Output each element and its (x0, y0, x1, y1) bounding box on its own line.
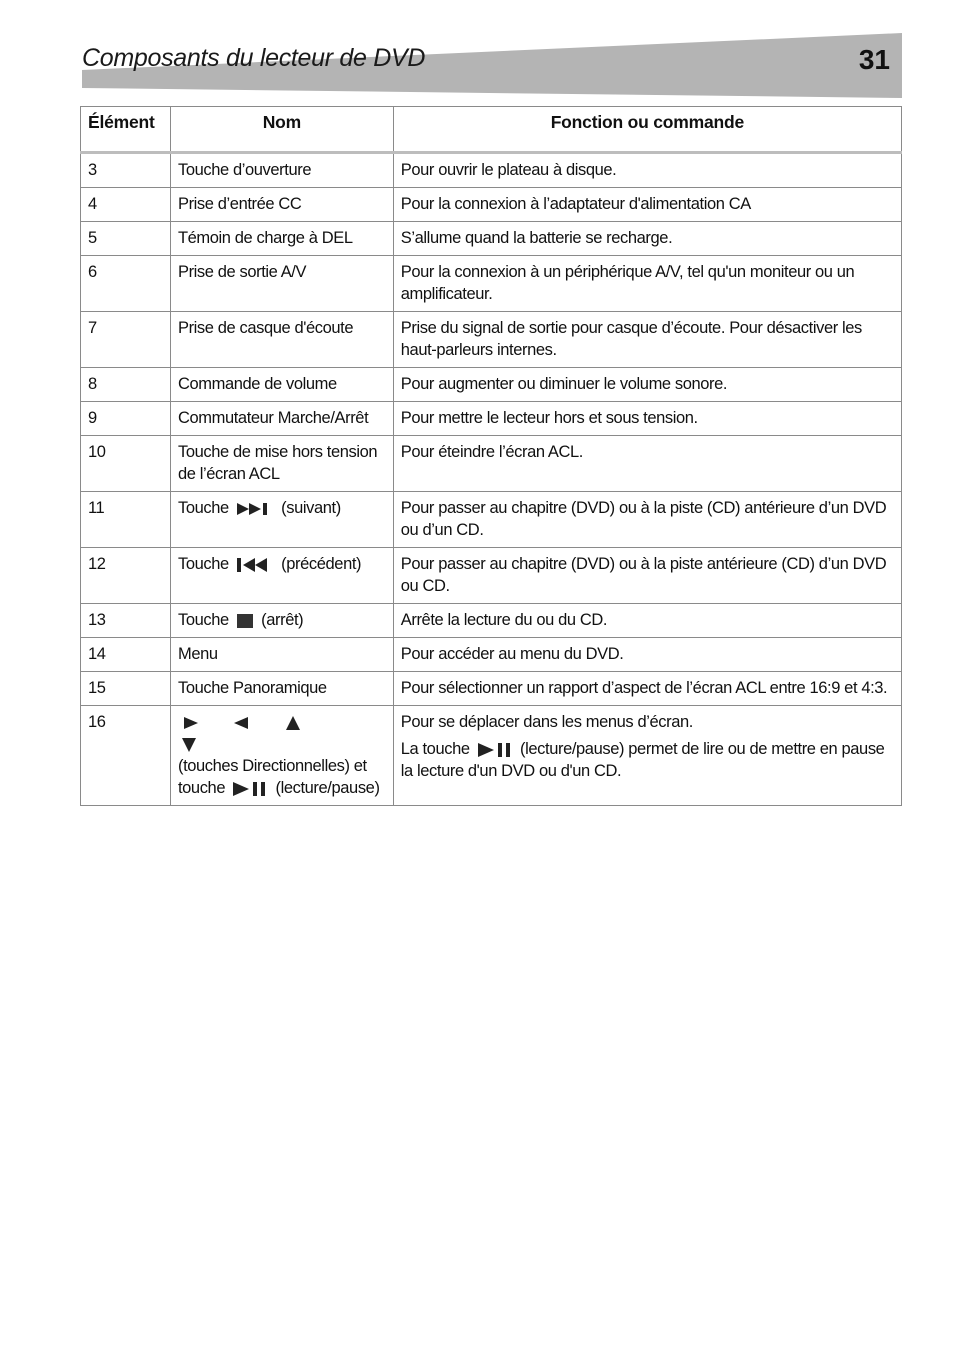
row-name-prefix: Touche (177, 555, 229, 573)
row-name (170, 604, 393, 638)
page-title: Composants du lecteur de DVD (82, 44, 426, 72)
row-id: 14 (81, 638, 171, 672)
row-function: Pour augmenter ou diminuer le volume sonore. (393, 368, 901, 402)
row-id: 16 (81, 706, 171, 806)
down-arrow-icon (182, 738, 226, 752)
play-pause-icon (478, 743, 512, 757)
row-name: Menu (170, 638, 393, 672)
table-row (81, 368, 902, 402)
page-header (0, 0, 954, 110)
next-track-icon (237, 503, 273, 515)
table-row (81, 492, 902, 548)
row-name-suffix: (arrêt) (261, 611, 304, 629)
row-name-prefix: Touche (177, 611, 229, 629)
table-header-row (81, 107, 902, 153)
row-name-suffix: (suivant) (281, 499, 341, 517)
play-pause-icon (233, 782, 267, 796)
row-function: Pour éteindre l’écran ACL. (393, 436, 901, 492)
row-function-line1: Pour se déplacer dans les menus d’écran. (400, 713, 693, 731)
row-name: Touche d’ouverture (170, 153, 393, 188)
row-function-line2 (401, 738, 894, 782)
row-name: Commutateur Marche/Arrêt (170, 402, 393, 436)
row-id: 7 (81, 312, 171, 368)
row-function: Pour passer au chapitre (DVD) ou à la piste antérieure (CD) d’un DVD ou CD. (393, 548, 901, 604)
row-name: Prise de casque d'écoute (170, 312, 393, 368)
row-function: Pour la connexion à l’adaptateur d'alimentation CA (393, 188, 901, 222)
row-function-suffix: (lecture/pause) permet de lire ou de mettre en pause la lecture d'un DVD ou d'un CD. (400, 740, 885, 780)
row-id: 10 (81, 436, 171, 492)
row-id: 3 (81, 153, 171, 188)
up-arrow-icon (286, 716, 330, 730)
left-arrow-icon (234, 717, 278, 729)
row-function: S’allume quand la batterie se recharge. (393, 222, 901, 256)
table-row (81, 672, 902, 706)
row-name-prefix: Touche (177, 499, 229, 517)
column-header-name: Nom (170, 107, 393, 153)
table-row (81, 638, 902, 672)
page-number: 31 (858, 44, 890, 75)
row-id: 15 (81, 672, 171, 706)
table-row (81, 706, 902, 806)
table-row (81, 188, 902, 222)
row-function: Pour sélectionner un rapport d’aspect de l’écran ACL entre 16:9 et 4:3. (393, 672, 901, 706)
row-name: Témoin de charge à DEL (170, 222, 393, 256)
right-arrow-icon (182, 717, 226, 729)
table-row (81, 256, 902, 312)
row-id: 4 (81, 188, 171, 222)
components-table (80, 106, 902, 806)
row-function: Prise du signal de sortie pour casque d’écoute. Pour désactiver les haut-parleurs internes. (393, 312, 901, 368)
row-function (393, 706, 901, 806)
table-row (81, 222, 902, 256)
row-name (170, 548, 393, 604)
table-row (81, 312, 902, 368)
row-id: 13 (81, 604, 171, 638)
table-row (81, 153, 902, 188)
row-name-suffix: (lecture/pause) (275, 779, 380, 797)
row-function: Arrête la lecture du ou du CD. (393, 604, 901, 638)
row-function: Pour la connexion à un périphérique A/V, tel qu'un moniteur ou un amplificateur. (393, 256, 901, 312)
row-id: 12 (81, 548, 171, 604)
column-header-function: Fonction ou commande (393, 107, 901, 153)
row-id: 9 (81, 402, 171, 436)
row-id: 5 (81, 222, 171, 256)
row-function: Pour passer au chapitre (DVD) ou à la piste (CD) antérieure d’un DVD ou d’un CD. (393, 492, 901, 548)
row-function: Pour mettre le lecteur hors et sous tension. (393, 402, 901, 436)
row-name: Touche Panoramique (170, 672, 393, 706)
row-name-line3 (178, 777, 386, 799)
row-name (170, 706, 393, 806)
row-id: 11 (81, 492, 171, 548)
stop-icon (237, 614, 253, 628)
row-id: 6 (81, 256, 171, 312)
row-function-prefix: La touche (400, 740, 470, 758)
table-row (81, 436, 902, 492)
direction-icons (178, 711, 386, 755)
row-name: Commande de volume (170, 368, 393, 402)
row-id: 8 (81, 368, 171, 402)
row-function: Pour ouvrir le plateau à disque. (393, 153, 901, 188)
row-name: Touche de mise hors tension de l’écran ACL (170, 436, 393, 492)
table-row (81, 402, 902, 436)
row-name (170, 492, 393, 548)
table-row (81, 548, 902, 604)
previous-track-icon (237, 558, 273, 572)
row-name: Prise de sortie A/V (170, 256, 393, 312)
row-name-suffix: (précédent) (281, 555, 362, 573)
row-name-line2: (touches Directionnelles) et (177, 757, 367, 775)
table-row (81, 604, 902, 638)
row-name-prefix: touche (177, 779, 226, 797)
row-name: Prise d’entrée CC (170, 188, 393, 222)
column-header-element: Élément (81, 107, 171, 153)
row-function: Pour accéder au menu du DVD. (393, 638, 901, 672)
